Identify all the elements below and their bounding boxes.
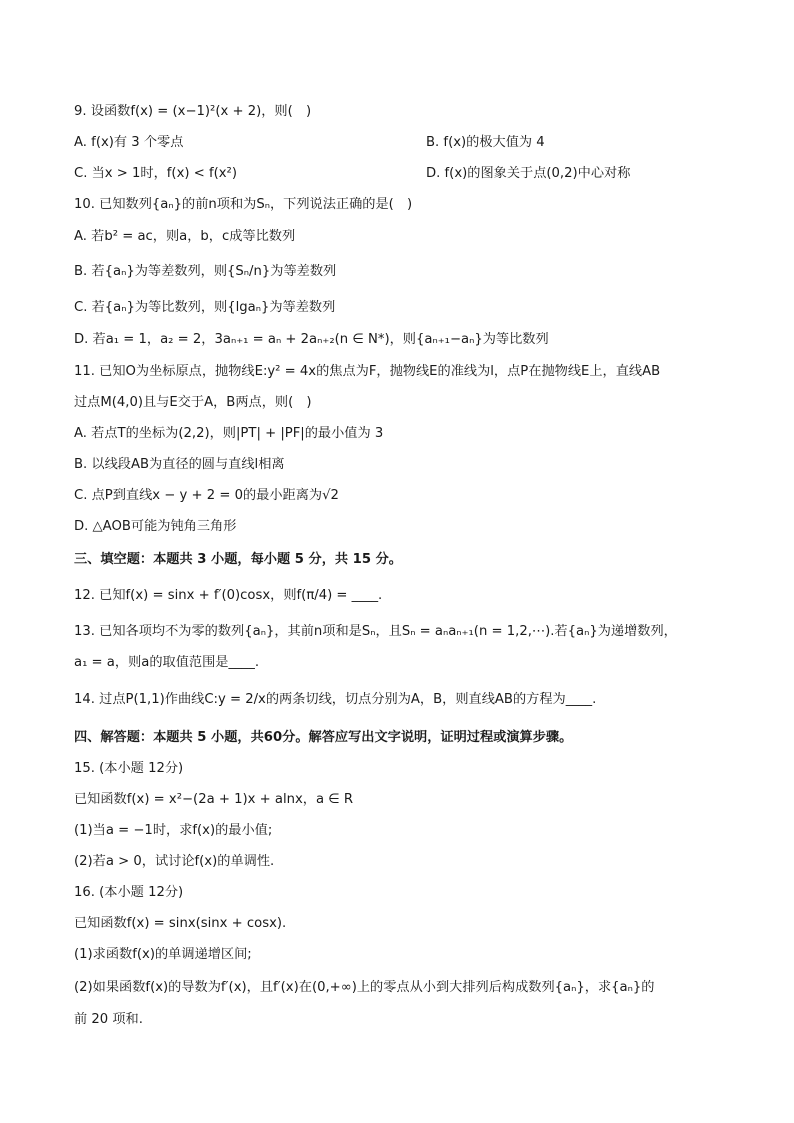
q11-stem-line2: 过点M(4,0)且与E交于A，B两点，则( ) — [74, 395, 312, 410]
q16-part2-line1: (2)如果函数f(x)的导数为f′(x)，且f′(x)在(0,+∞)上的零点从小到大排列后构成数列{aₙ}，求{aₙ}的 — [74, 980, 655, 995]
q13-line1: 13. 已知各项均不为零的数列{aₙ}，其前n项和是Sₙ，且Sₙ = aₙaₙ₊₁(n = 1,2,⋯).若{aₙ}为递增数列， — [74, 624, 677, 639]
q10-stem: 10. 已知数列{aₙ}的前n项和为Sₙ，下列说法正确的是( ) — [74, 197, 413, 212]
q10-option-d: D. 若a₁ = 1，a₂ = 2，3aₙ₊₁ = aₙ + 2aₙ₊₂(n ∈ N*)，则{aₙ₊₁−aₙ}为等比数列 — [74, 332, 549, 347]
q9-options-row2 — [74, 164, 734, 184]
q11-option-c: C. 点P到直线x − y + 2 = 0的最小距离为√2 — [74, 488, 339, 503]
q9-option-a: A. f(x)有 3 个零点 — [74, 135, 184, 150]
q9-options-row1 — [74, 133, 734, 153]
q9-option-c: C. 当x > 1时，f(x) < f(x²) — [74, 166, 237, 181]
q16-stem: 已知函数f(x) = sinx(sinx + cosx). — [74, 916, 287, 931]
q9-option-d: D. f(x)的图象关于点(0,2)中心对称 — [426, 166, 631, 181]
q11-option-a: A. 若点T的坐标为(2,2)，则|PT| + |PF|的最小值为 3 — [74, 426, 384, 441]
q10-option-c: C. 若{aₙ}为等比数列，则{lgaₙ}为等差数列 — [74, 300, 336, 315]
q16-head: 16. (本小题 12分) — [74, 885, 184, 900]
q15-part2: (2)若a > 0，试讨论f(x)的单调性. — [74, 854, 275, 869]
q15-stem: 已知函数f(x) = x²−(2a + 1)x + alnx，a ∈ R — [74, 792, 354, 807]
q14: 14. 过点P(1,1)作曲线C:y = 2/x的两条切线，切点分别为A，B，则直线AB的方程为____. — [74, 692, 597, 707]
q11-stem-line1: 11. 已知O为坐标原点，抛物线E:y² = 4x的焦点为F，抛物线E的准线为l，点P在抛物线E上，直线AB — [74, 364, 661, 379]
q12: 12. 已知f(x) = sinx + f′(0)cosx，则f(π/4) = ____. — [74, 588, 383, 603]
q11-option-b: B. 以线段AB为直径的圆与直线l相离 — [74, 457, 285, 472]
q15-part1: (1)当a = −1时，求f(x)的最小值; — [74, 823, 273, 838]
section-fill-in-heading: 三、填空题：本题共 3 小题，每小题 5 分，共 15 分。 — [74, 552, 402, 567]
q11-option-d: D. △AOB可能为钝角三角形 — [74, 519, 237, 534]
q9-stem: 9. 设函数f(x) = (x−1)²(x + 2)，则( ) — [74, 104, 312, 119]
q16-part1: (1)求函数f(x)的单调递增区间; — [74, 947, 252, 962]
q15-head: 15. (本小题 12分) — [74, 761, 184, 776]
section-answer-heading: 四、解答题：本题共 5 小题，共60分。解答应写出文字说明，证明过程或演算步骤。 — [74, 730, 573, 745]
q16-part2-line2: 前 20 项和. — [74, 1012, 143, 1027]
q13-line2: a₁ = a，则a的取值范围是____. — [74, 655, 260, 670]
q10-option-a: A. 若b² = ac，则a，b，c成等比数列 — [74, 229, 296, 244]
q9-option-b: B. f(x)的极大值为 4 — [426, 135, 545, 150]
q10-option-b: B. 若{aₙ}为等差数列，则{Sₙ/n}为等差数列 — [74, 264, 337, 279]
